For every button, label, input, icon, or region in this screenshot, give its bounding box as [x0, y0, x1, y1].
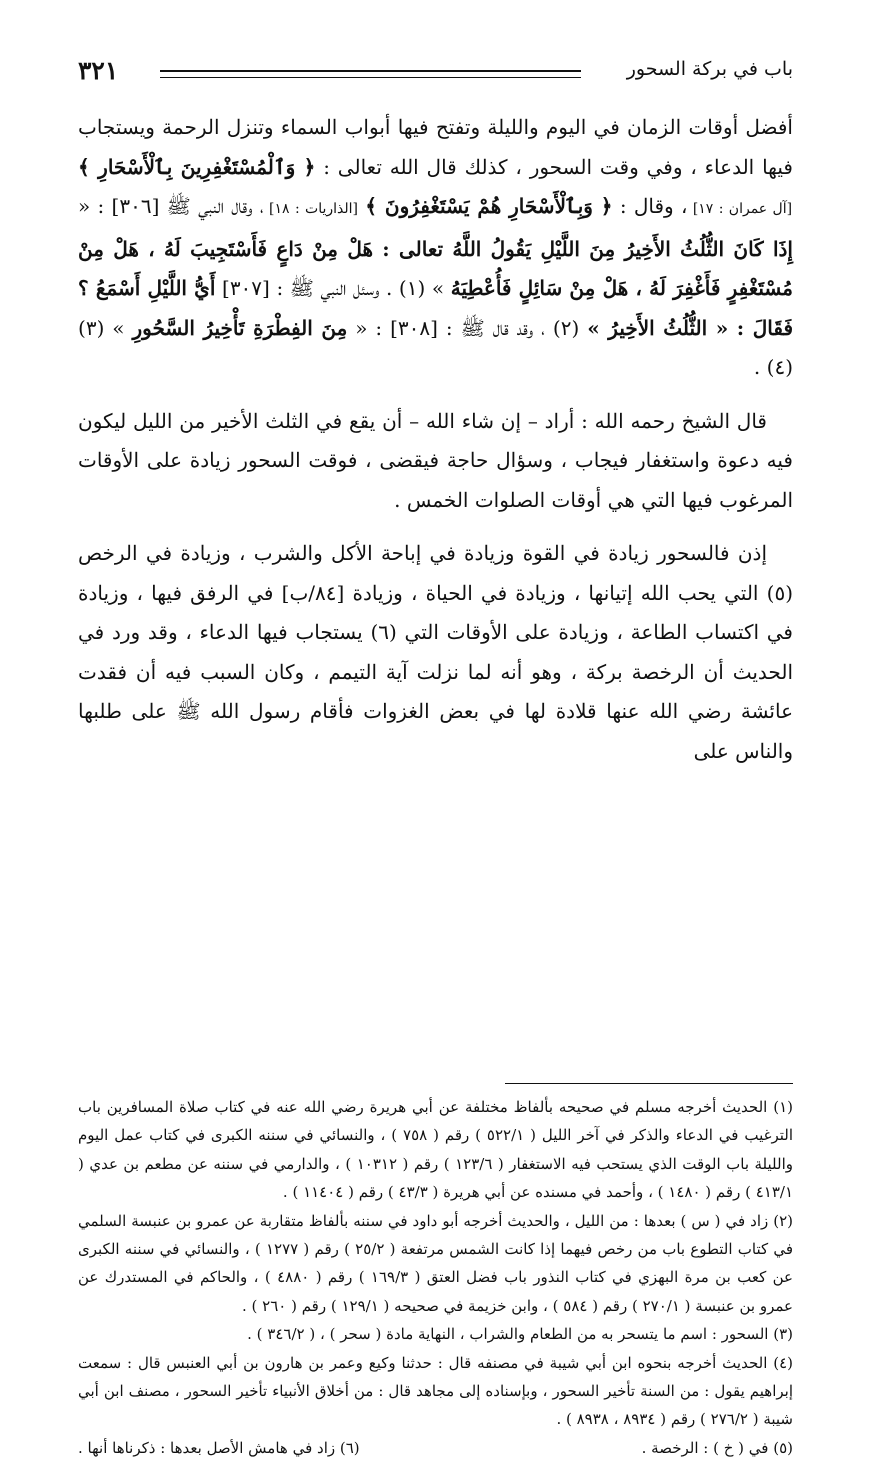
footnote-2: (٢) زاد في ( س ) بعدها : من الليل ، والحديث أخرجه أبو داود في سننه بألفاظ متقاربة عن عمرو بن عنبسة السلمي في كتاب التطوع باب من رخص فيهما إذا كانت الشمس مرتفعة ( ٢٥/٢ ) رقم ( ١٢٧٧ ) ، والنسائي في سننه الكبرى عن كعب بن مرة البهزي في كتاب النذور باب فضل العتق ( ١٦٩/٣ ) رقم ( ٤٨٨٠ ) ، والحاكم في المستدرك عن عمرو بن عنبسة ( ٢٧٠/١ ) رقم ( ٥٨٤ ) ، وابن خزيمة في صحيحه ( ١٢٩/١ ) رقم ( ٢٦٠ ) . [78, 1211, 793, 1315]
quran-verse: ﴿ وَبِٱلْأَسْحَارِ هُمْ يَسْتَغْفِرُونَ ﴾ [365, 194, 613, 218]
verse-reference: [الذاريات : ١٨] [263, 201, 358, 217]
header-rule [160, 70, 581, 78]
paragraph-1 [78, 108, 793, 388]
footnote-separator [505, 1083, 793, 1084]
verse-reference: [آل عمران : ١٧] [687, 201, 793, 217]
footnote-3: (٣) السحور : اسم ما يتسحر به من الطعام والشراب ، النهاية مادة ( سحر ) ، ( ٣٤٦/٢ ) . [247, 1325, 793, 1344]
text-segment: » (١) . وسئل النبي ﷺ : [٣٠٧] [215, 276, 445, 300]
page-number: ٣٢١ [78, 56, 119, 85]
text-segment: أفضل أوقات الزمان في اليوم والليلة وتفتح فيها أبواب السماء وتنزل الرحمة ويستجاب فيها الدعاء ، وفي وقت السحور ، كذلك قال الله تعالى : [78, 115, 793, 179]
hadith-text: مِنَ الفِطْرَةِ تَأْخِيرُ السَّحُورِ [132, 315, 348, 340]
text-segment: (٢) ، وقد قال ﷺ : [٣٠٨] : « [347, 315, 580, 340]
footnote-1: (١) الحديث أخرجه مسلم في صحيحه بألفاظ مختلفة عن أبي هريرة رضي الله عنه في كتاب صلاة المسافرين باب الترغيب في الدعاء والذكر في آخر الليل ( ٥٢٢/١ ) رقم ( ٧٥٨ ) ، والنسائي في سننه الكبرى في كتاب عمل اليوم والليلة باب الوقت الذي يستحب فيه الاستغفار ( ١٢٣/٦ ) رقم ( ١٠٣١٢ ) ، والدارمي في سننه عن مطعم بن عدي ( ٤١٣/١ ) رقم ( ١٤٨٠ ) ، وأحمد في مسنده عن أبي هريرة ( ٤٣/٣ ) رقم ( ١١٤٠٤ ) . [78, 1098, 793, 1202]
footnote-5: (٥) في ( خ ) : الرخصة . [641, 1438, 793, 1457]
text-segment: ، وقال النبي ﷺ [٣٠٦] : « [78, 194, 264, 218]
footnotes-5-6 [78, 1434, 793, 1462]
page-header [78, 52, 793, 92]
chapter-title: باب في بركة السحور [626, 58, 793, 80]
footnote-4: (٤) الحديث أخرجه بنحوه ابن أبي شيبة في مصنفه قال : حدثنا وكيع وعمر بن هارون بن أبي العنبس قال : سمعت إبراهيم يقول : من السنة تأخير السحور ، وبإسناده إلى مجاهد قال : من أخلاق الأنبياء تأخير السحور ، مصنف ابن أبي شيبة ( ٢٧٦/٢ ) رقم ( ٨٩٣٤ ، ٨٩٣٨ ) . [78, 1353, 793, 1429]
quran-verse: ﴿ وَٱلْمُسْتَغْفِرِينَ بِٱلْأَسْحَارِ ﴾ [78, 154, 316, 179]
paragraph-2: قال الشيخ رحمه الله : أراد – إن شاء الله – أن يقع في الثلث الأخير من الليل ليكون فيه دعوة واستغفار فيجاب ، وسؤال حاجة فيقضى ، فوقت السحور زيادة على الأوقات المرغوب فيها التي هي أوقات الصلوات الخمس . [78, 408, 793, 512]
paragraph-3: إذن فالسحور زيادة في القوة وزيادة في إباحة الأكل والشرب ، وزيادة في الرخص (٥) التي يحب الله إتيانها ، وزيادة في الحياة ، وزيادة [٨٤/ب] في الرفق فيها ، وزيادة في اكتساب الطاعة ، وزيادة على الأوقات التي (٦) يستجاب فيها الدعاء ، وقد ورد في الحديث أن الرخصة بركة ، وهو أنه لما نزلت آية التيمم ، وكان السبب فيه أن فقدت عائشة رضي الله عنها قلادة لها في بعض الغزوات فأقام رسول الله ﷺ على طلبها والناس على [78, 541, 793, 763]
footnote-6: (٦) زاد في هامش الأصل بعدها : ذكرناها أنها . [78, 1438, 360, 1457]
text-segment: » (٣) (٤) . [78, 315, 793, 379]
hadith-text: إِذَا كَانَ الثُّلُثُ الأَخِيرُ مِنَ اللَّيْلِ يَقُولُ اللَّهُ تعالى : هَلْ مِنْ دَاعٍ فَأَسْتَجِيبَ لَهُ ، هَلْ مِنْ مُسْتَغْفِرٍ فَأَغْفِرَ لَهُ ، هَلْ مِنْ سَائِلٍ فَأُعْطِيَهُ [78, 236, 793, 300]
footnotes [78, 1093, 793, 1462]
main-text [78, 108, 793, 771]
text-segment: ، وقال : [612, 194, 688, 218]
hadith-text: أَيُّ اللَّيْلِ أَسْمَعُ ؟ فَقَالَ : « الثُّلُثُ الأَخِيرُ » [78, 276, 794, 340]
